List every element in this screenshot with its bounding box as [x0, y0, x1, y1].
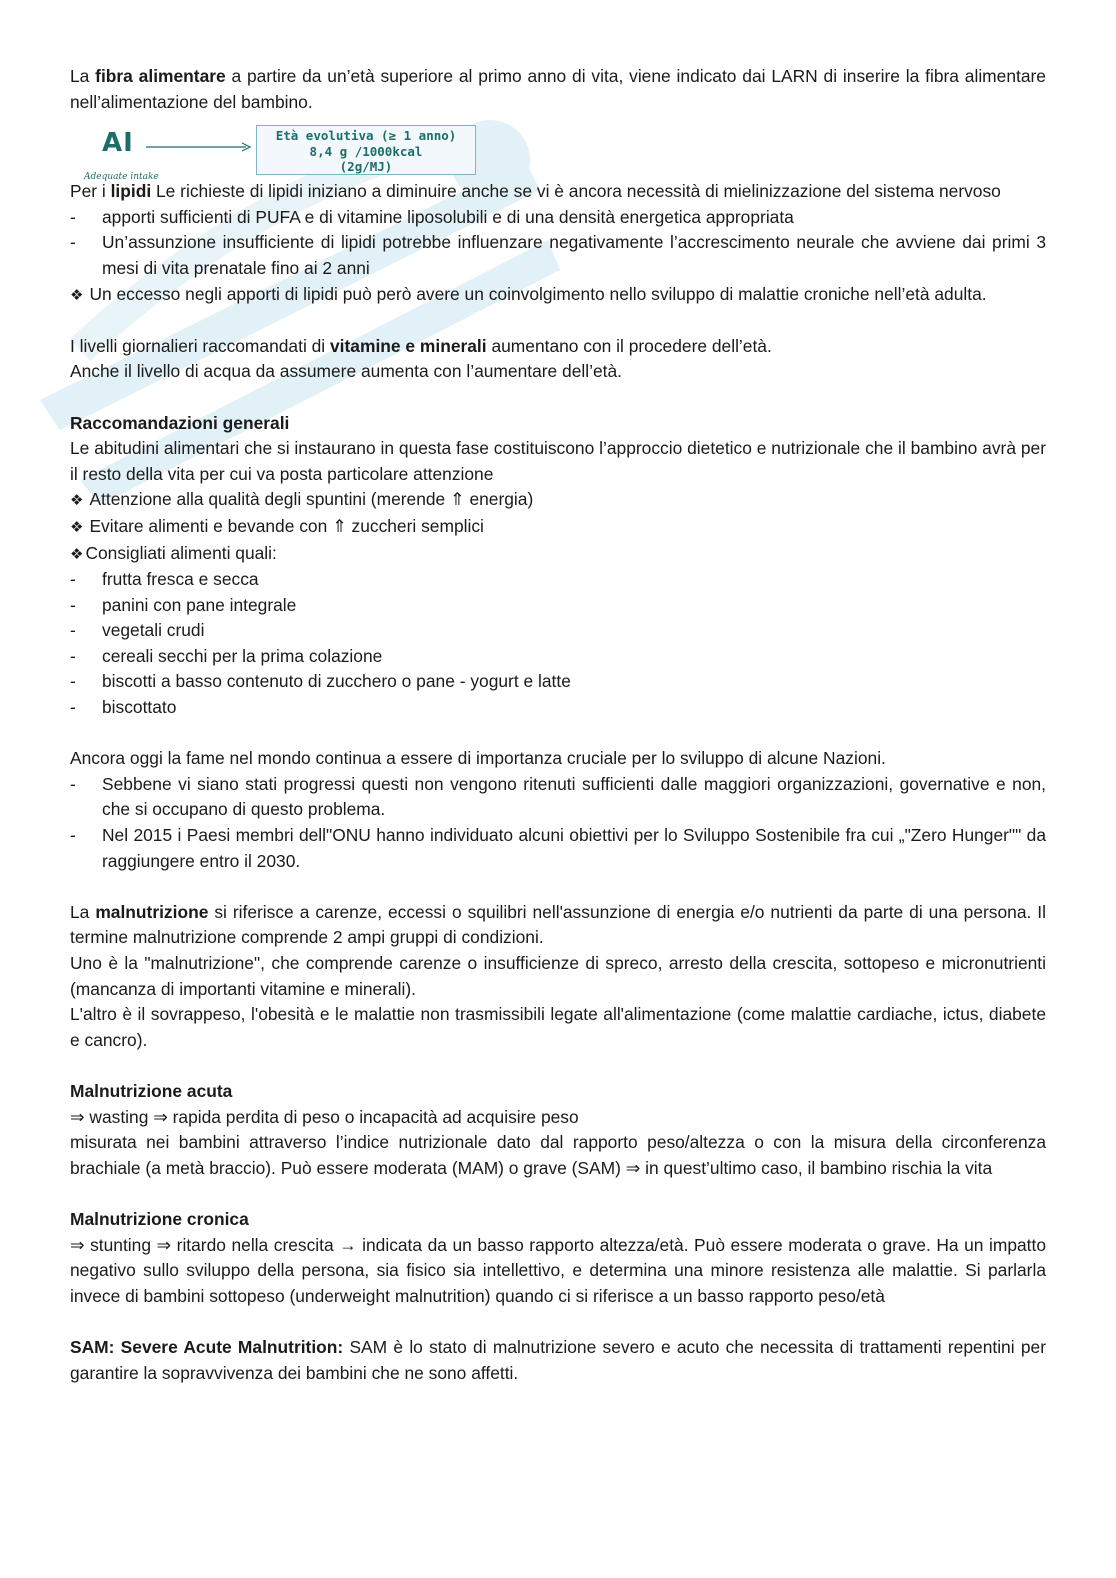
malnutrizione-paragraph: La malnutrizione si riferisce a carenze, eccessi o squilibri nell'assunzione di energia e/o nutrienti da parte di una persona. Il termine malnutrizione comprende 2 ampi gruppi di condizioni. [70, 901, 1046, 948]
bullet-item: ❖ Consigliati alimenti quali: [70, 542, 277, 563]
raccomandazioni-text: Le abitudini alimentari che si instaurano in questa fase costituiscono l’approccio dietetico e nutrizionale che il bambino avrà per il resto della vita per cui va posta particolare attenzione [70, 438, 1046, 484]
diamond-bullet-icon: ❖ [70, 285, 84, 304]
ai-value-box [256, 125, 476, 175]
lipidi-paragraph: Per i lipidi Le richieste di lipidi iniziano a diminuire anche se vi è ancora necessità di mielinizzazione del sistema nervoso [70, 181, 1001, 202]
acuta-text: misurata nei bambini attraverso l’indice nutrizionale dato dal rapporto peso/altezza o con la misura della circonferenza brachiale (a metà braccio). Può essere moderata (MAM) o grave (SAM) ⇒ in quest’ultimo caso, il bambino rischia la vita [70, 1132, 1046, 1178]
list-item: - Un’assunzione insufficiente di lipidi potrebbe influenzare negativamente l’accrescimento neurale che avviene dai primi 3 mesi di vita prenatale fino ai 2 anni [70, 232, 1046, 278]
acuta-line-1: ⇒ wasting ⇒ rapida perdita di peso o incapacità ad acquisire peso [70, 1106, 579, 1127]
malnutrizione-line-3: L'altro è il sovrappeso, l'obesità e le malattie non trasmissibili legate all'alimentazione (come malattie cardiache, ictus, diabete e cancro). [70, 1004, 1046, 1050]
cronica-text: ⇒ stunting ⇒ ritardo nella crescita → indicata da un basso rapporto altezza/età. Può essere moderata o grave. Ha un impatto negativo sullo sviluppo della persona, sia fisico sia intellettivo, e determina una minore resistenza alle malattie. Si parlarla invece di bambini sottopeso (underweight malnutrition) quando ci si riferisce a un basso rapporto peso/età [70, 1234, 1046, 1306]
ai-sublabel: Adequate intake [84, 172, 159, 183]
acqua-paragraph: Anche il livello di acqua da assumere aumenta con l’aumentare dell’età. [70, 361, 622, 382]
list-item: - biscottato [70, 697, 177, 718]
bullet-item: ❖ Attenzione alla qualità degli spuntini (merende ⇑ energia) [70, 489, 534, 510]
lipidi-note: ❖ Un eccesso negli apporti di lipidi può però avere un coinvolgimento nello sviluppo di malattie croniche nell’età adulta. [70, 283, 987, 304]
fame-paragraph: Ancora oggi la fame nel mondo continua a essere di importanza cruciale per lo sviluppo di alcune Nazioni. [70, 748, 886, 769]
malnutrizione-line-2: Uno è la "malnutrizione", che comprende carenze o insufficienze di spreco, arresto della crescita, sottopeso e micronutrienti (mancanza di importanti vitamine e minerali). [70, 953, 1046, 999]
ai-label: AI [102, 128, 134, 159]
list-item: - panini con pane integrale [70, 594, 297, 615]
box-line-3: (2g/MJ) [339, 159, 393, 175]
raccomandazioni-heading: Raccomandazioni generali [70, 412, 290, 433]
list-item: - frutta fresca e secca [70, 569, 259, 590]
ai-figure [70, 125, 1046, 183]
diamond-bullet-icon: ❖ [70, 517, 84, 536]
list-item: - biscotti a basso contenuto di zucchero o pane - yogurt e latte [70, 671, 571, 692]
acuta-heading: Malnutrizione acuta [70, 1080, 233, 1101]
list-item: - vegetali crudi [70, 620, 205, 641]
bullet-item: ❖ Evitare alimenti e bevande con ⇑ zuccheri semplici [70, 515, 484, 536]
list-item: - Sebbene vi siano stati progressi questi non vengono ritenuti sufficienti dalle maggiori organizzazioni, governative e non, che si occupano di questo problema. [70, 773, 1046, 820]
list-item: - cereali secchi per la prima colazione [70, 645, 383, 666]
list-item: - apporti sufficienti di PUFA e di vitamine liposolubili e di una densità energetica appropriata [70, 206, 794, 227]
arrow-icon [146, 141, 254, 153]
sam-paragraph: SAM: Severe Acute Malnutrition: SAM è lo stato di malnutrizione severo e acuto che necessita di trattamenti repentini per garantire la sopravvivenza dei bambini che ne sono affetti. [70, 1336, 1046, 1383]
vitamine-paragraph: I livelli giornalieri raccomandati di vitamine e minerali aumentano con il procedere dell’età. [70, 335, 772, 356]
box-line-1: Età evolutiva (≥ 1 anno) [275, 128, 457, 144]
box-line-2: 8,4 g /1000kcal [309, 143, 423, 159]
diamond-bullet-icon: ❖ [70, 544, 84, 563]
intro-paragraph: La fibra alimentare a partire da un’età superiore al primo anno di vita, viene indicato dai LARN di inserire la fibra alimentare nell’alimentazione del bambino. [70, 66, 1046, 112]
list-item: - Nel 2015 i Paesi membri dell"ONU hanno individuato alcuni obiettivi per lo Sviluppo Sostenibile fra cui „"Zero Hunger"" da raggiungere entro il 2030. [70, 825, 1046, 871]
diamond-bullet-icon: ❖ [70, 491, 84, 510]
cronica-heading: Malnutrizione cronica [70, 1208, 249, 1229]
